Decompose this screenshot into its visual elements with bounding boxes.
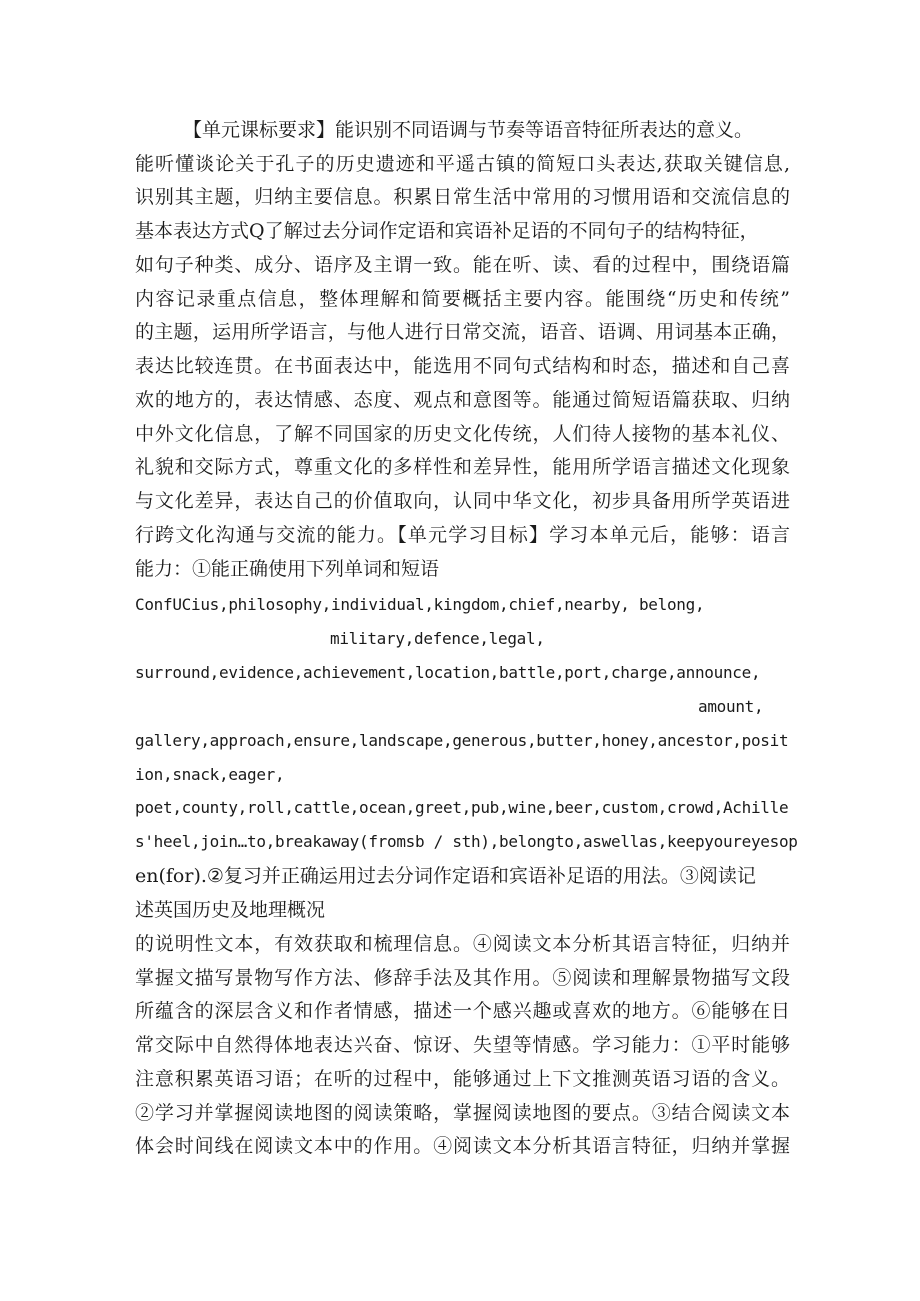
text-line-12: 与文化差异，表达自己的价值取向，认同中华文化，初步具备用所学英语进 (135, 490, 790, 512)
vocab-line-2: military,defence,legal, (330, 629, 545, 648)
text-line-16: 述英国历史及地理概况 (135, 899, 326, 921)
text-line-9: 欢的地方的，表达情感、态度、观点和意图等。能通过简短语篇获取、归纳 (135, 389, 790, 411)
text-line-21: 注意积累英语习语；在听的过程中，能够通过上下文推测英语习语的含义。 (135, 1068, 790, 1090)
text-line-22: ②学习并掌握阅读地图的阅读策略，掌握阅读地图的要点。③结合阅读文本 (135, 1102, 790, 1124)
text-line-3: 识别其主题，归纳主要信息。积累日常生活中常用的习惯用语和交流信息的 (135, 186, 790, 208)
text-line-5: 如句子种类、成分、语序及主谓一致。能在听、读、看的过程中，围绕语篇 (135, 254, 790, 276)
vocab-line-4: amount, (698, 697, 764, 716)
vocab-line-6: ion,snack,eager, (135, 765, 285, 784)
text-line-18: 掌握文描写景物写作方法、修辞手法及其作用。⑤阅读和理解景物描写文段 (135, 967, 790, 989)
vocab-line-5: gallery,approach,ensure,landscape,generous,butter,honey,ancestor,posit (135, 731, 789, 750)
text-line-19: 所蕴含的深层含义和作者情感，描述一个感兴趣或喜欢的地方。⑥能够在日 (135, 1000, 790, 1022)
text-line-15: en(for).②复习并正确运用过去分词作定语和宾语补足语的用法。③阅读记 (135, 865, 756, 887)
vocab-line-8: s'heel,join…to,breakaway(fromsb / sth),belongto,aswellas,keepyoureyesop (135, 832, 798, 851)
text-line-1: 【单元课标要求】能识别不同语调与节奏等语音特征所表达的意义。 (183, 119, 754, 141)
vocab-line-1: ConfUCius,philosophy,individual,kingdom,chief,nearby, belong, (135, 595, 705, 614)
text-line-11: 礼貌和交际方式，尊重文化的多样性和差异性，能用所学语言描述文化现象 (135, 456, 790, 478)
text-line-17: 的说明性文本，有效获取和梳理信息。④阅读文本分析其语言特征，归纳并 (135, 933, 790, 955)
text-line-7: 的主题，运用所学语言，与他人进行日常交流，语音、语调、用词基本正确， (135, 321, 790, 343)
text-line-10: 中外文化信息，了解不同国家的历史文化传统，人们待人接物的基本礼仪、 (135, 423, 790, 445)
text-line-23: 体会时间线在阅读文本中的作用。④阅读文本分析其语言特征，归纳并掌握 (135, 1135, 790, 1157)
text-line-4: 基本表达方式Q了解过去分词作定语和宾语补足语的不同句子的结构特征， (135, 220, 759, 242)
text-line-8: 表达比较连贯。在书面表达中，能选用不同句式结构和时态，描述和自己喜 (135, 355, 790, 377)
vocab-line-7: poet,county,roll,cattle,ocean,greet,pub,wine,beer,custom,crowd,Achille (135, 798, 789, 817)
text-line-6: 内容记录重点信息，整体理解和简要概括主要内容。能围绕“历史和传统” (135, 288, 790, 310)
vocab-line-3: surround,evidence,achievement,location,battle,port,charge,announce, (135, 663, 761, 682)
text-line-14: 能力：①能正确使用下列单词和短语 (135, 558, 440, 580)
text-line-13: 行跨文化沟通与交流的能力。【单元学习目标】学习本单元后，能够：语言 (135, 524, 790, 546)
text-line-20: 常交际中自然得体地表达兴奋、惊讶、失望等情感。学习能力：①平时能够 (135, 1034, 790, 1056)
text-line-2: 能听懂谈论关于孔子的历史遗迹和平遥古镇的简短口头表达,获取关键信息, (135, 153, 790, 175)
